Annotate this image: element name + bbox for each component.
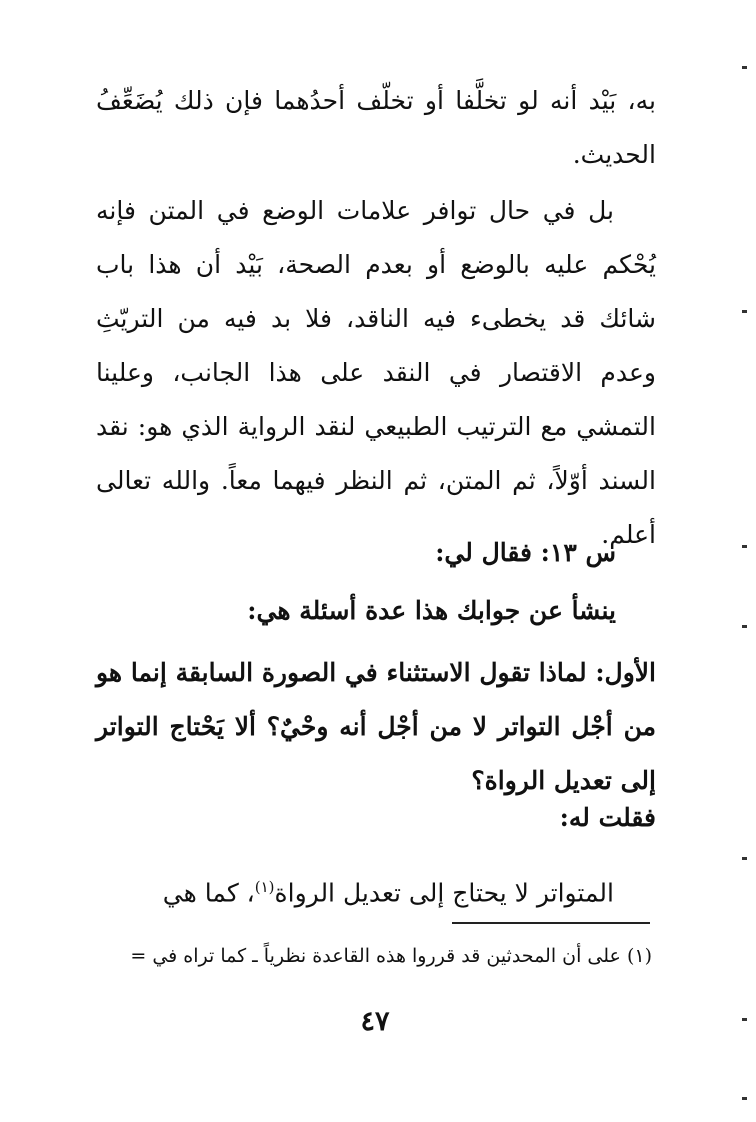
page-number: ٤٧ xyxy=(360,1006,390,1037)
edge-mark xyxy=(742,545,747,548)
footnote: (١) على أن المحدثين قد قرروا هذه القاعدة نظرياً ـ كما تراه في = xyxy=(130,945,652,967)
answer-paragraph xyxy=(96,860,656,920)
edge-mark xyxy=(742,66,747,69)
edge-mark xyxy=(742,1018,747,1021)
reply-label: فقلت له: xyxy=(559,803,656,832)
answer-text-tail: ، كما هي xyxy=(162,878,255,908)
footnote-reference: (١) xyxy=(254,878,275,896)
question-first: الأول: لماذا تقول الاستثناء في الصورة السابقة إنما هو من أجْل التواتر لا من أجْل أنه وحْيٌ؟ ألا يَحْتاج التواتر إلى تعديل الرواة؟ xyxy=(96,658,656,795)
edge-mark xyxy=(742,625,747,628)
paragraph-continuation: به، بَيْد أنه لو تخلَّفا أو تخلّف أحدُهما فإن ذلك يُضَعِّفُ الحديث. xyxy=(96,86,656,169)
footnote-divider xyxy=(452,922,650,924)
question-title: س ١٣: فقال لي: xyxy=(435,538,616,567)
paragraph-main: بل في حال توافر علامات الوضع في المتن فإنه يُحْكم عليه بالوضع أو بعدم الصحة، بَيْد أن هذا باب شائك قد يخطىء فيه الناقد، فلا بد فيه من التريّثِ وعدم الاقتصار في النقد على هذا الجانب، وعلينا التمشي مع الترتيب الطبيعي لنقد الرواية الذي هو: نقد السند أوّلاً، ثم المتن، ثم النظر فيهما معاً. والله تعالى أعلم. xyxy=(96,196,656,549)
edge-mark xyxy=(742,857,747,860)
edge-mark xyxy=(742,1097,747,1100)
question-intro: ينشأ عن جوابك هذا عدة أسئلة هي: xyxy=(247,596,616,625)
answer-text: المتواتر لا يحتاج إلى تعديل الرواة xyxy=(274,878,614,908)
edge-mark xyxy=(742,310,747,313)
